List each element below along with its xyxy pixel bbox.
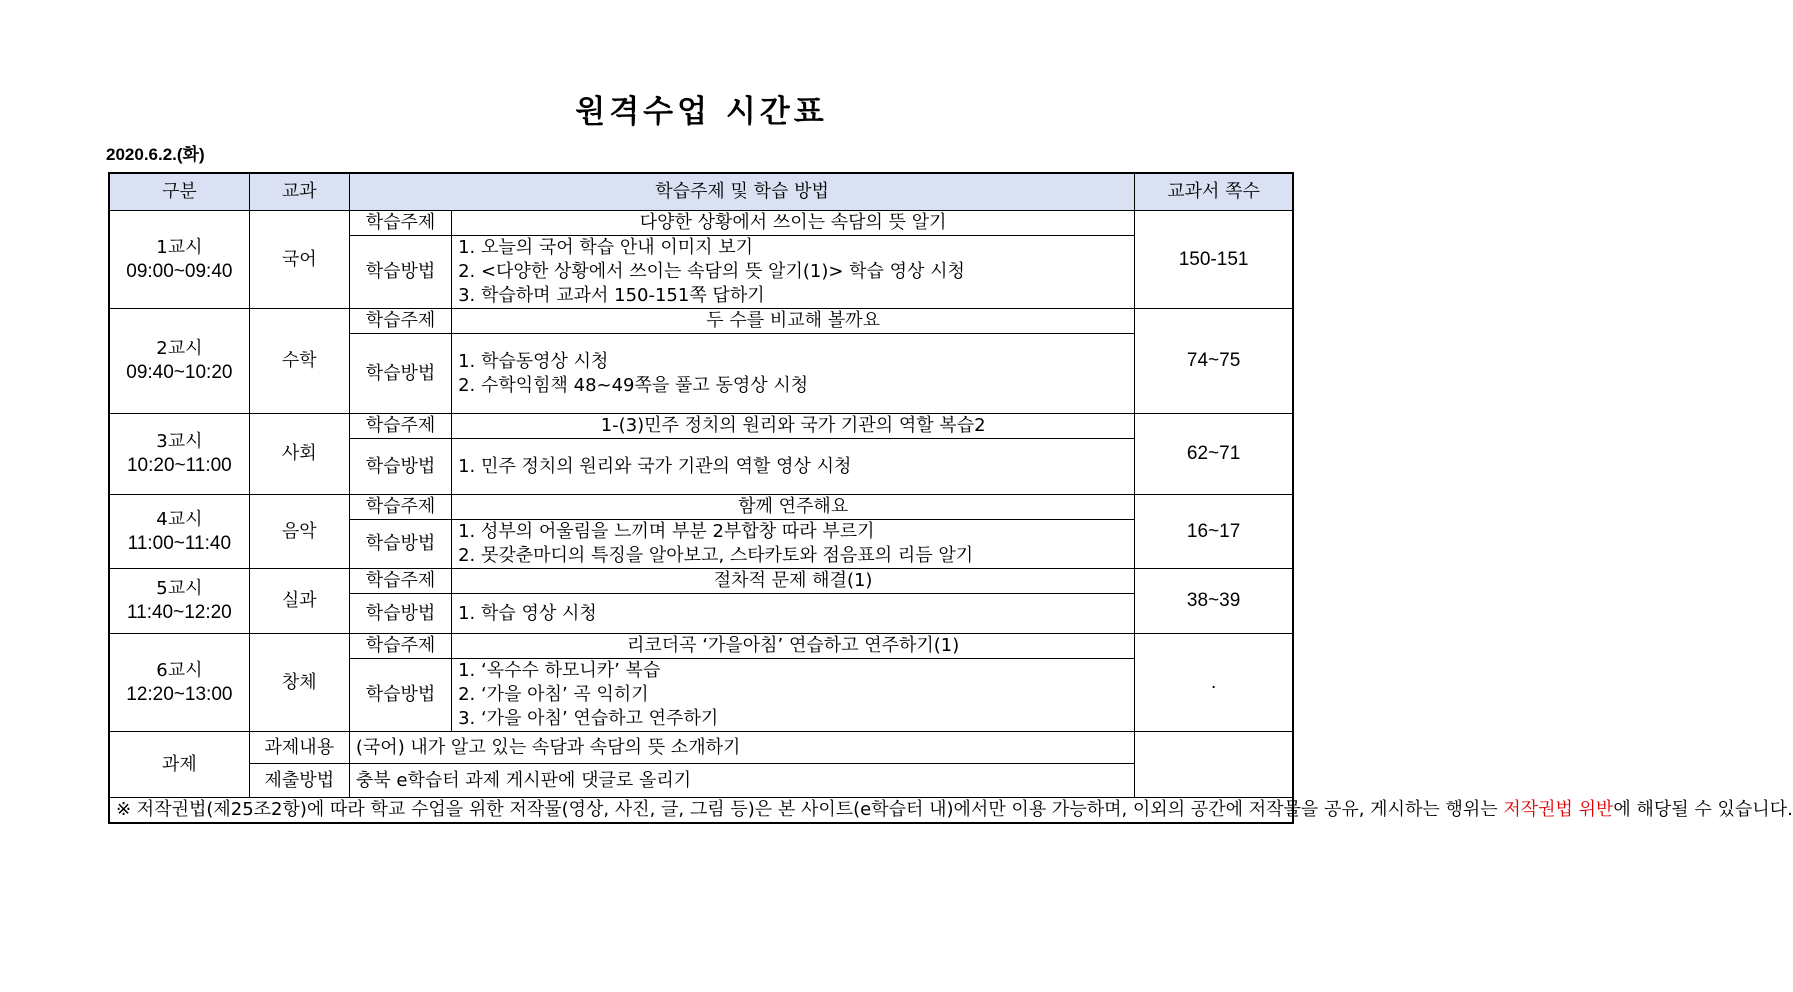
period-name: 5교시 [156, 578, 203, 599]
notice-highlight: 저작권법 위반 [1503, 799, 1614, 820]
table-row [109, 309, 1293, 334]
pages-cell: 38~39 [1135, 569, 1293, 634]
method-list [452, 439, 1135, 495]
topic-text: 리코더곡 ‘가을아침’ 연습하고 연주하기(1) [452, 634, 1135, 659]
copyright-notice [109, 798, 1793, 824]
method-item: 1. 학습동영상 시청 [458, 350, 609, 372]
topic-text: 1-(3)민주 정치의 원리와 국가 기관의 역할 복습2 [452, 414, 1135, 439]
method-list [452, 659, 1135, 732]
subject-cell: 실과 [249, 569, 349, 634]
header-row [109, 173, 1293, 211]
period-time: 11:40~12:20 [126, 602, 232, 623]
homework-content-label: 과제내용 [249, 732, 349, 764]
header-period: 구분 [109, 173, 249, 211]
method-item: 3. 학습하며 교과서 150-151쪽 답하기 [458, 285, 765, 306]
period-cell [109, 309, 249, 414]
table-row [109, 211, 1293, 236]
notice-row [109, 798, 1293, 824]
topic-label: 학습주제 [349, 309, 451, 334]
homework-submit: 충북 e학습터 과제 게시판에 댓글로 올리기 [349, 764, 1134, 798]
period-cell [109, 211, 249, 309]
subject-cell: 사회 [249, 414, 349, 495]
header-pages: 교과서 쪽수 [1135, 173, 1293, 211]
homework-pages-cell [1135, 732, 1293, 798]
method-list [452, 520, 1135, 569]
topic-text: 두 수를 비교해 볼까요 [452, 309, 1135, 334]
topic-text: 다양한 상황에서 쓰이는 속담의 뜻 알기 [452, 211, 1135, 236]
topic-label: 학습주제 [349, 569, 451, 594]
method-label: 학습방법 [349, 236, 451, 309]
method-item: 1. 민주 정치의 원리와 국가 기관의 역할 영상 시청 [458, 455, 852, 477]
table-row [109, 495, 1293, 520]
pages-cell: 62~71 [1135, 414, 1293, 495]
pages-cell: . [1135, 634, 1293, 732]
table-row [109, 634, 1293, 659]
period-time: 12:20~13:00 [126, 683, 233, 705]
method-item: 1. 성부의 어울림을 느끼며 부분 2부합창 따라 부르기 [458, 521, 875, 542]
period-time: 11:00~11:40 [127, 532, 232, 554]
method-label: 학습방법 [349, 659, 451, 732]
homework-row [109, 764, 1293, 798]
date-label: 2020.6.2.(화) [106, 145, 205, 164]
method-item: 2. 못갖춘마디의 특징을 알아보고, 스타카토와 점음표의 리듬 알기 [458, 545, 974, 566]
table-row [109, 569, 1293, 594]
period-name: 2교시 [156, 338, 203, 359]
pages-cell: 150-151 [1135, 211, 1293, 309]
subject-cell: 수학 [249, 309, 349, 414]
topic-text: 함께 연주해요 [452, 495, 1135, 520]
method-list [452, 334, 1135, 414]
method-label: 학습방법 [349, 520, 451, 569]
topic-label: 학습주제 [349, 495, 451, 520]
pages-cell: 16~17 [1135, 495, 1293, 569]
method-label: 학습방법 [349, 594, 451, 634]
notice-text-end: 에 해당될 수 있습니다. [1613, 799, 1793, 820]
method-label: 학습방법 [349, 439, 451, 495]
period-time: 10:20~11:00 [126, 455, 232, 476]
page-title: 원격수업 시간표 [575, 94, 828, 130]
topic-label: 학습주제 [349, 414, 451, 439]
period-time: 09:40~10:20 [126, 362, 233, 383]
homework-row [109, 732, 1293, 764]
method-item: 1. 오늘의 국어 학습 안내 이미지 보기 [458, 237, 753, 258]
subject-cell: 창체 [249, 634, 349, 732]
period-cell [109, 634, 249, 732]
period-time: 09:00~09:40 [126, 260, 233, 282]
method-item: 3. ‘가을 아침’ 연습하고 연주하기 [458, 708, 719, 729]
method-item: 1. ‘옥수수 하모니카’ 복습 [458, 660, 661, 681]
method-item: 2. 수학익힘책 48~49쪽을 풀고 동영상 시청 [458, 374, 809, 396]
homework-label: 과제 [109, 732, 249, 798]
subject-cell: 음악 [249, 495, 349, 569]
timetable [108, 172, 1793, 824]
header-topic-method: 학습주제 및 학습 방법 [349, 173, 1134, 211]
notice-text: ※ 저작권법(제25조2항)에 따라 학교 수업을 위한 저작물(영상, 사진, 글, 그림 등)은 본 사이트(e학습터 내)에서만 이용 가능하며, 이외의 공간에 저작물을 공유, 게시하는 행위는 [116, 799, 1504, 820]
method-list [452, 594, 1135, 634]
method-item: 1. 학습 영상 시청 [458, 602, 597, 624]
method-item: 2. ‘가을 아침’ 곡 익히기 [458, 684, 649, 705]
header-subject: 교과 [249, 173, 349, 211]
subject-cell: 국어 [249, 211, 349, 309]
homework-content: (국어) 내가 알고 있는 속담과 속담의 뜻 소개하기 [349, 732, 1134, 764]
period-name: 6교시 [156, 659, 203, 681]
table-row [109, 414, 1293, 439]
topic-label: 학습주제 [349, 211, 451, 236]
homework-submit-label: 제출방법 [249, 764, 349, 798]
topic-text: 절차적 문제 해결(1) [452, 569, 1135, 594]
topic-label: 학습주제 [349, 634, 451, 659]
pages-cell: 74~75 [1135, 309, 1293, 414]
period-cell [109, 569, 249, 634]
method-list [452, 236, 1135, 309]
period-cell [109, 414, 249, 495]
period-name: 4교시 [156, 508, 203, 530]
method-item: 2. <다양한 상황에서 쓰이는 속담의 뜻 알기(1)> 학습 영상 시청 [458, 261, 965, 282]
period-cell [109, 495, 249, 569]
period-name: 1교시 [156, 236, 203, 258]
period-name: 3교시 [156, 431, 203, 452]
method-label: 학습방법 [349, 334, 451, 414]
